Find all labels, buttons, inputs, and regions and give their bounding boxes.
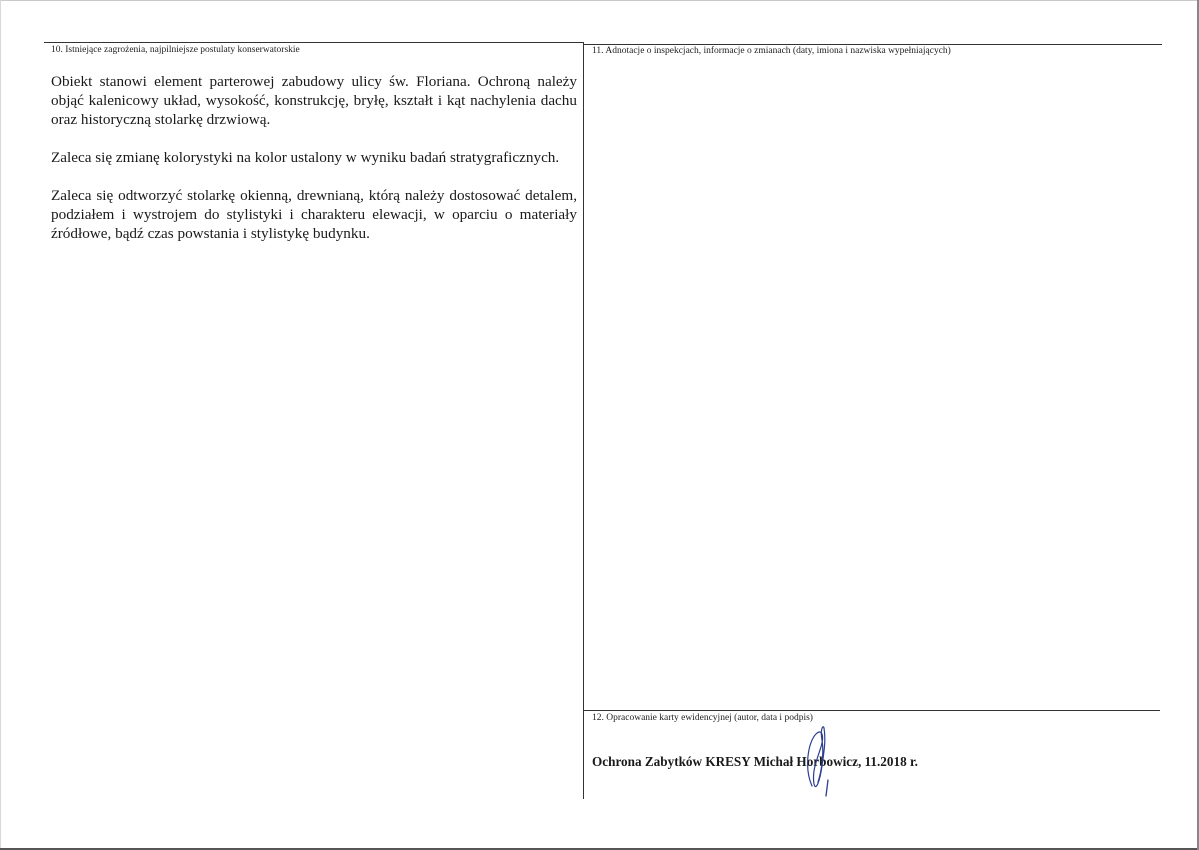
- section-10-label: 10. Istniejące zagrożenia, najpilniejsze postulaty konserwatorskie: [51, 45, 300, 55]
- paragraph-colors: Zaleca się zmianę kolorystyki na kolor ustalony w wyniku badań stratygraficznych.: [51, 149, 560, 166]
- section-11-top-rule: [584, 44, 1162, 45]
- section-12-label: 12. Opracowanie karty ewidencyjnej (autor, data i podpis): [592, 713, 813, 723]
- paragraph-protection: Obiekt stanowi element parterowej zabudowy ulicy św. Floriana. Ochroną należy objąć kalenicowy układ, wysokość, konstrukcję, bryłę, kształt i kąt nachylenia dachu oraz historyczną stolarkę drzwiową.: [51, 73, 577, 128]
- section-12-top-rule: [584, 710, 1160, 711]
- handwritten-signature: [798, 722, 848, 798]
- author-line: Ochrona Zabytków KRESY Michał Horbowicz, 11.2018 r.: [592, 754, 918, 769]
- scan-edge-left: [0, 0, 1, 850]
- paragraph-windows: Zaleca się odtworzyć stolarkę okienną, drewnianą, którą należy dostosować detalem, podziałem i wystrojem do stylistyki i charakteru elewacji, w oparciu o materiały źródłowe, bądź czas powstania i stylistykę budynku.: [51, 187, 577, 242]
- scan-edge-top: [0, 0, 1199, 1]
- section-10-body: [51, 72, 577, 262]
- section-11-label: 11. Adnotacje o inspekcjach, informacje o zmianach (daty, imiona i nazwiska wypełniających): [592, 46, 951, 56]
- column-divider: [583, 42, 584, 799]
- section-10-top-rule: [44, 42, 584, 43]
